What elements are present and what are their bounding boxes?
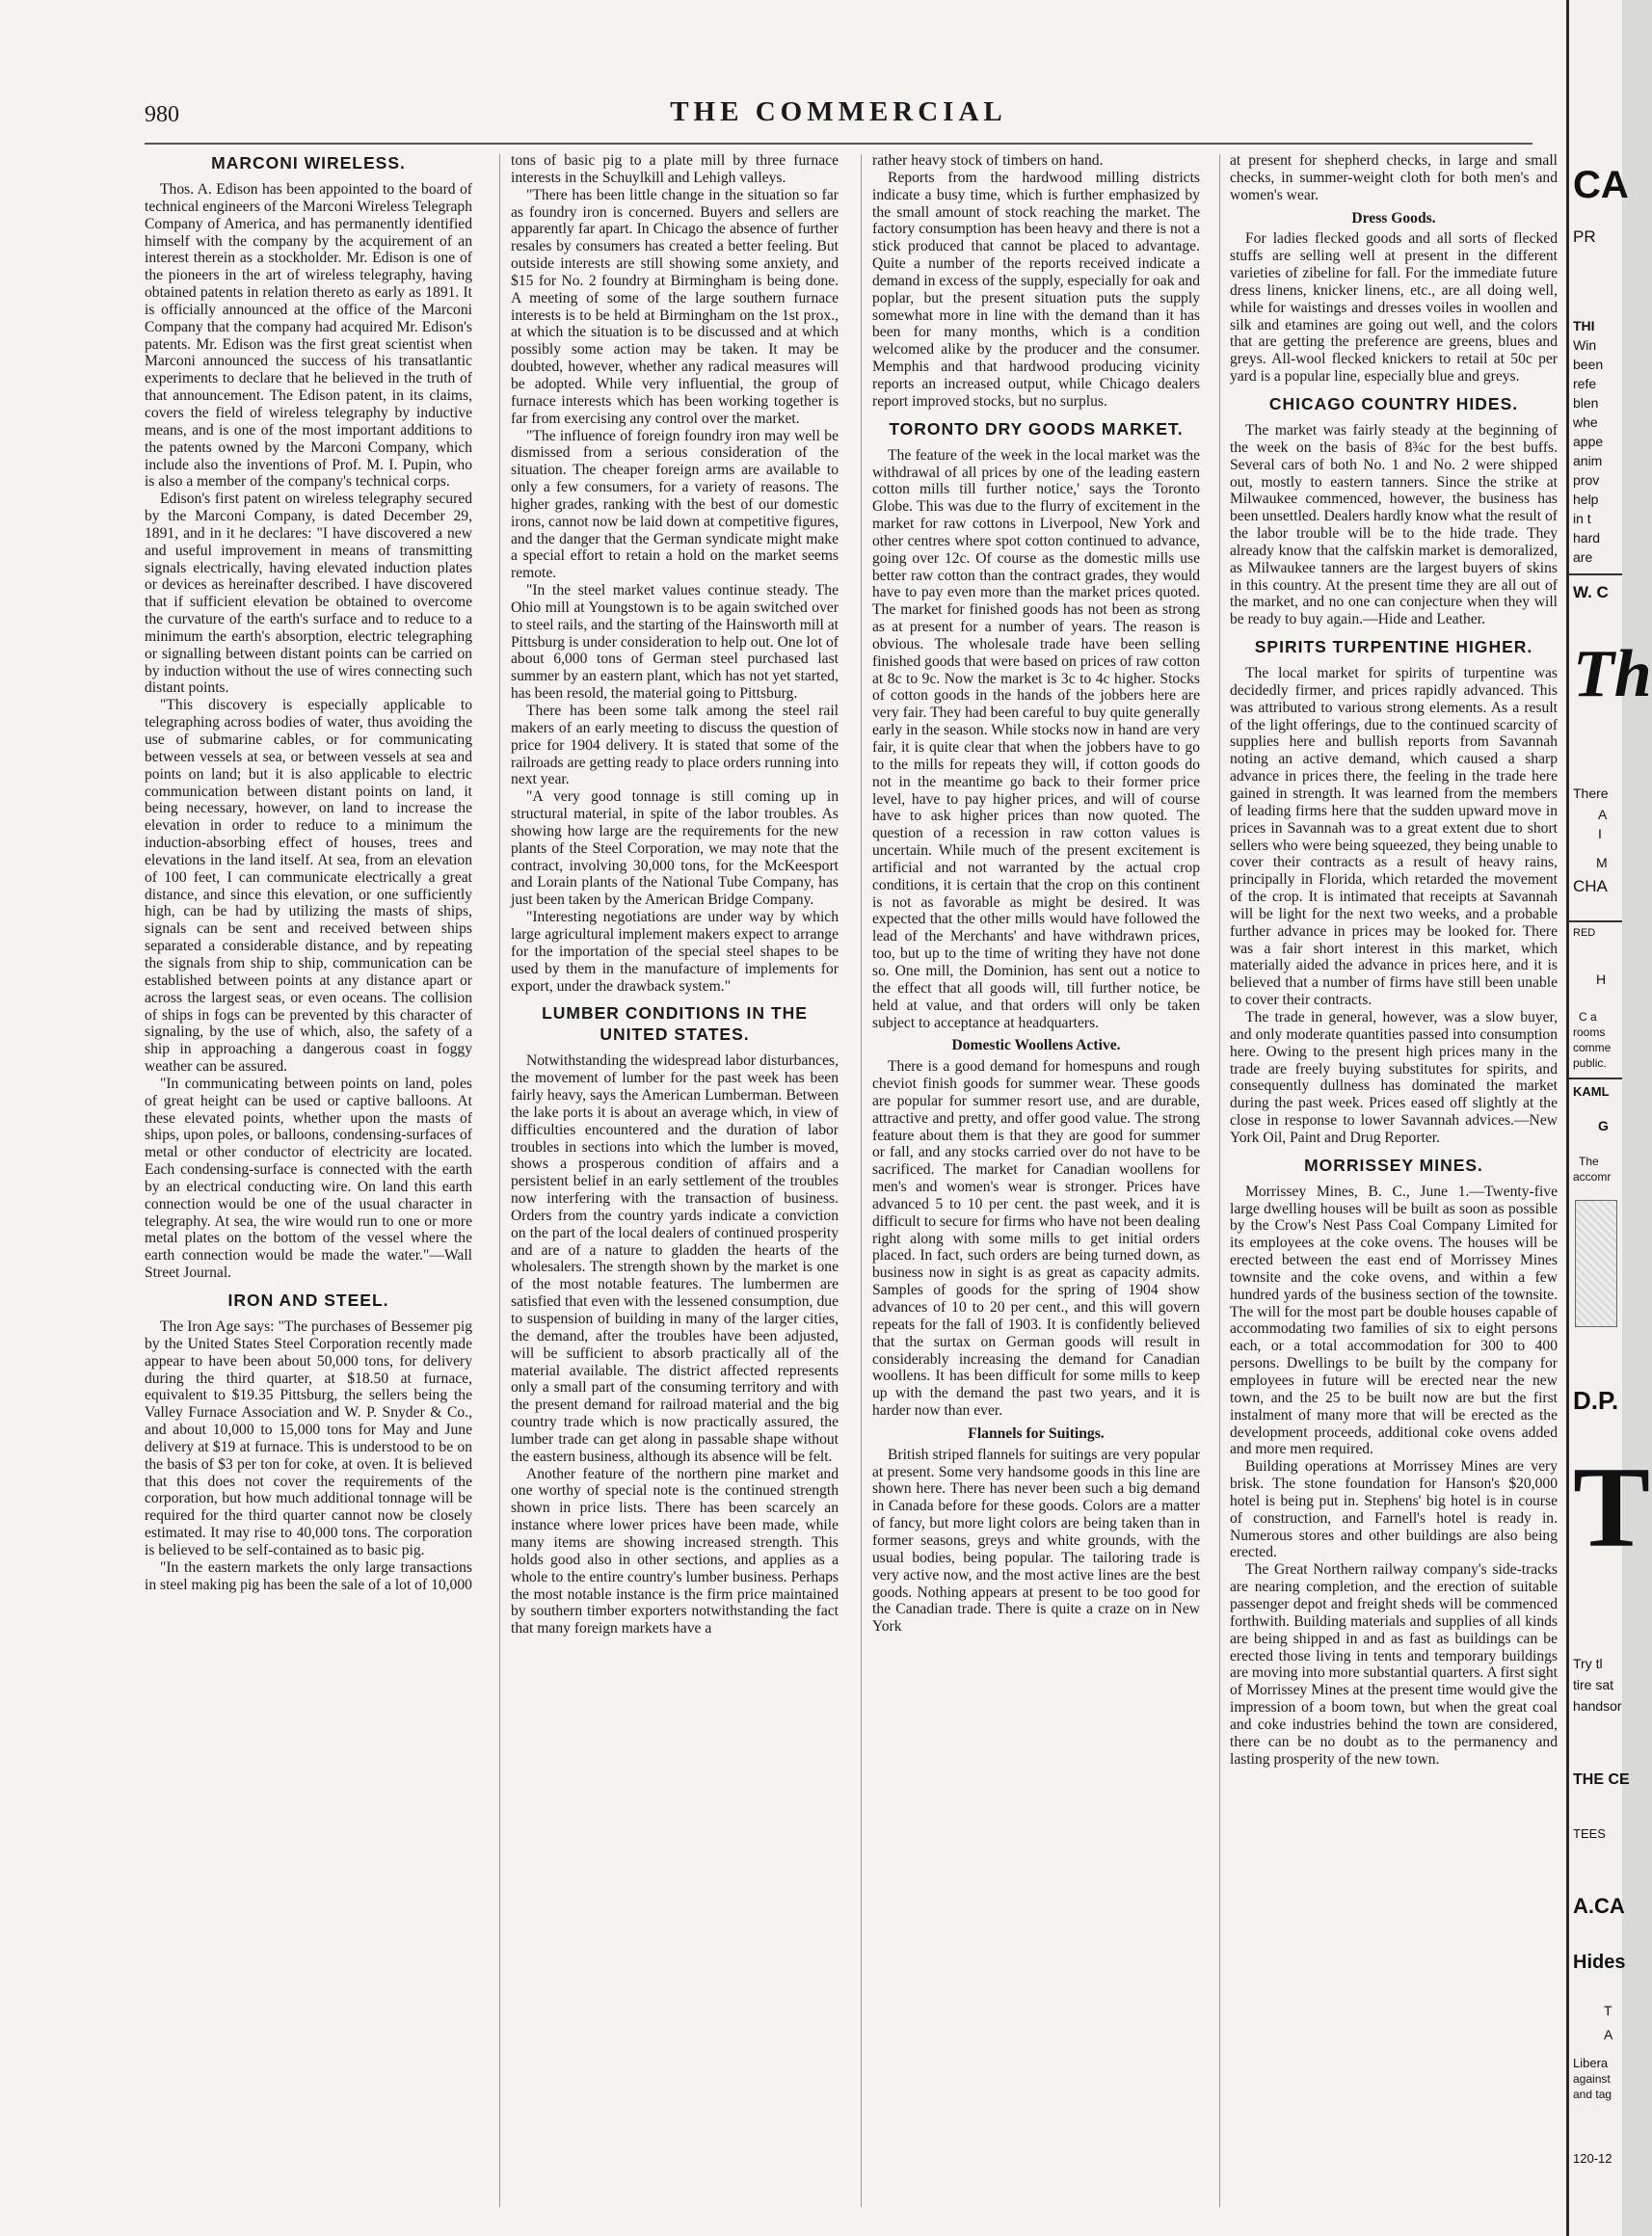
article-paragraph: tons of basic pig to a plate mill by three furnace interests in the Schuylkill and Lehigh valleys. xyxy=(511,152,839,186)
article-paragraph: Building operations at Morrissey Mines are very brisk. The stone foundation for Hanson's $20,000 hotel is being put in. Stephens' big hotel is in course of construction, and Farnell's hotel is ready in. Numerous stores and other buildings are also being erected. xyxy=(1230,1458,1558,1561)
article-heading-iron: IRON AND STEEL. xyxy=(227,1291,389,1310)
column-divider xyxy=(1219,154,1220,2207)
article-paragraph: Reports from the hardwood milling districts indicate a busy time, which is further emphasized by the small amount of stock reaching the market. The factory consumption has been heavy and there is not a stick produced that cannot be placed to advantage. Quite a number of the reports received indicate a demand in excess of the supply, especially for oak and poplar, but the present situation puts the supply somewhat more in line with the demand than it has been for many months, which is a condition welcomed alike by the producer and the consumer. Memphis and that hardwood producing vicinity reports an increased output, while Chicago dealers report improved stocks, but no surplus. xyxy=(872,169,1200,410)
column-divider xyxy=(499,154,500,2207)
article-heading-hides: CHICAGO COUNTRY HIDES. xyxy=(1268,393,1519,413)
ad-illustration xyxy=(1575,1200,1617,1327)
ad-fragment: in t xyxy=(1573,511,1591,526)
article-heading-toronto: TORONTO DRY GOODS MARKET. xyxy=(889,418,1184,439)
ad-fragment: A xyxy=(1604,2027,1613,2042)
ad-fragment: anim xyxy=(1573,453,1603,468)
ad-fragment: prov xyxy=(1573,472,1600,488)
article-paragraph: Another feature of the northern pine market and one worthy of special note is the continued strength shown in price lists. There has been scarcely an instance where lower prices have been made, while many items are showing increased strength. This holds good also in other sections, and applies as a whole to the entire country's lumber business. Perhaps the most notable instance is the firm price maintained by southern timber exporters notwithstanding the fact that many foreign markets have a xyxy=(511,1465,839,1637)
page-header xyxy=(145,96,1532,137)
ad-fragment: blen xyxy=(1573,395,1599,411)
article-paragraph: The Great Northern railway company's side-tracks are nearing completion, and the erection of suitable passenger depot and freight sheds will be commenced forthwith. Building materials and supplies of all kinds are being shipped in and as fast as buildings can be erected those living in tents and temporary buildings are moving into more substantial quarters. A first sight of Morrissey Mines at the present time would give the impression of a boom town, but when the great coal and coke industries behind the town are considered, there can be no doubt as to the permanency and lasting prosperity of the new town. xyxy=(1230,1561,1558,1768)
ad-fragment: comme xyxy=(1573,1041,1612,1054)
ad-divider xyxy=(1569,573,1622,575)
ad-fragment: W. C xyxy=(1573,583,1609,601)
article-paragraph: "There has been little change in the situation so far as foundry iron is concerned. Buyers and sellers are apparently far apart. In Chicago the absence of further resales by consumers has created a better feeling. But outside interests are still showing some anxiety, and $15 for No. 2 foundry at Birmingham is being done. A meeting of some of the large southern furnace interests is to be held at Birmingham on the 1st prox., at which the situation is to be discussed and at which possibly some action may be taken. It may be doubted, however, whether any radical measures will be adopted. While very influential, the group of furnace interests which has been working together is far from exercising any control over the market. xyxy=(511,186,839,427)
article-paragraph: "In the eastern markets the only large transactions in steel making pig has been the sale of a lot of 10,000 xyxy=(145,1558,472,1593)
ad-fragment: Hides xyxy=(1573,1952,1626,1973)
ad-fragment: THE CE xyxy=(1573,1771,1630,1788)
article-paragraph: The feature of the week in the local market was the withdrawal of all prices by one of the leading eastern cotton mills till further notice,' says the Toronto Globe. This was due to the flurry of excitement in the market for raw cottons in Liverpool, New York and other centres where spot cotton continued to advance, going over 12c. Of course as the domestic mills use better raw cotton than the contract grades, they would have to pay even more than the market prices quoted. The market for finished goods has not been as strong as at present for a number of years. The reason is obvious. The wholesale trade have been selling finished goods that were based on prices of raw cotton at 8c to 9c. Now the market is 3c to 4c higher. Stocks of cotton goods in the hands of the jobbers here are very fair. They had been careful to buy quite generally early in the season. While stocks now in hand are very fair, it is quite clear that when the jobbers have to go to the mills for repeats they will, if cotton goods do not in the meantime go back to their former price level, have to pay higher prices, and will of course have to ask higher prices than now quoted. The question of a recession in raw cotton values is uncertain. While much of the present excitement is artificial and not warranted by the actual crop conditions, it is certain that the crop on this continent is not as favorable as might be desired. It was expected that the other mills would have followed the lead of the Merchants' and have withdrawn prices, too, but up to the time of writing they have not done so. One mill, the Dominion, has sent out a notice to the effect that all goods will, till further notice, be held at value, and that orders will only be taken subject to acceptance at headquarters. xyxy=(872,446,1200,1031)
article-paragraph: Notwithstanding the widespread labor disturbances, the movement of lumber for the past week has been fairly heavy, says the American Lumberman. Between the lake ports it is about an average which, in view of difficulties encountered and the duration of labor troubles in sections into which the lumber is moved, shows a prosperous condition of affairs and a persistent belief in an early settlement of the troubles now interfering with the transaction of business. Orders from the country yards indicate a conviction on the part of the local dealers of continued prosperity and are of a nature to gladden the hearts of the wholesalers. The strength shown by the market is one of the most notable features. The lumbermen are satisfied that even with the lessened consumption, due to suspension of building in many of the larger cities, the demand, after the troubles have been adjusted, will be sufficient to absorb practically all of the material available. The district affected represents only a small part of the consuming territory and with the present demand for railroad material and the big country trade which is now practically assured, the lumber trade can get along in passable shape without the eastern business, although its absence will be felt. xyxy=(511,1052,839,1465)
ad-fragment: PR xyxy=(1573,227,1596,246)
column-3 xyxy=(872,152,1200,2215)
ad-fragment: KAML xyxy=(1573,1084,1610,1099)
column-4 xyxy=(1230,152,1558,2215)
ad-fragment: tire sat xyxy=(1573,1677,1614,1692)
ad-fragment: C a xyxy=(1579,1010,1597,1024)
header-rule xyxy=(145,143,1532,145)
article-paragraph: Thos. A. Edison has been appointed to the board of technical engineers of the Marconi Wireless Telegraph Company of America, and has permanently identified himself with the company by the acquirement of an interest therein as a stockholder. Mr. Edison is one of the pioneers in the art of wireless telegraphy, having obtained patents in relation thereto as early as 1891. It is officially announced at the office of the Marconi Company that the company had acquired Mr. Edison's patents. Mr. Edison was the first great scientist when Marconi announced the success of his transatlantic experiments to declare that he believed in the truth of that announcement. The Edison patent, in its claims, covers the field of wireless telegraphy by inductive means, and is one of the most important additions to the patents owned by the Marconi Company, which include also the inventions of Prof. M. I. Pupin, who is also a member of the company's technical corps. xyxy=(145,181,472,491)
ad-fragment: A.CA xyxy=(1573,1894,1625,1918)
ad-fragment: accomr xyxy=(1573,1170,1612,1184)
article-paragraph: The Iron Age says: "The purchases of Bessemer pig by the United States Steel Corporation recently made appear to have been about 50,000 tons, for delivery during the third quarter, at $18.50 at furnace, equivalent to $19.35 Pittsburg, the sellers being the Valley Furnace Association and W. P. Snyder & Co., and about 10,000 to 15,000 tons for May and June delivery at $19 at furnace. This is understood to be on the basis of $3 per ton for coke, at oven. It is believed that this does not cover the requirements of the corporation, but how much additional tonnage will be required for the third quarter cannot now be closely estimated. It may rise to 40,000 tons. The corporation is believed to be self-contained as to basic pig. xyxy=(145,1318,472,1558)
ad-divider xyxy=(1569,920,1622,922)
article-heading-marconi: MARCONI WIRELESS. xyxy=(211,153,406,173)
article-heading-spirits: SPIRITS TURPENTINE HIGHER. xyxy=(1254,637,1533,657)
ad-fragment: TEES xyxy=(1573,1826,1606,1841)
subheading-woollens: Domestic Woollens Active. xyxy=(951,1037,1121,1054)
ad-fragment: 120-12 xyxy=(1573,2151,1612,2166)
ad-fragment: public. xyxy=(1573,1056,1607,1070)
article-heading-lumber: LUMBER CONDITIONS IN THE UNITED STATES. xyxy=(542,1003,808,1045)
article-paragraph: "The influence of foreign foundry iron may well be dismissed from a serious consideration of the situation. The cheaper foreign arms are available to only a few consumers, for a variety of reasons. The higher grades, ranking with the best of our domestic irons, cannot now be laid down at competitive figures, and the danger that the German syndicate might make a special effort to retain a hold on the market seems remote. xyxy=(511,427,839,582)
ad-fragment: D.P. xyxy=(1573,1386,1619,1415)
article-paragraph: "This discovery is especially applicable to telegraphing across bodies of water, thus avoiding the use of submarine cables, or for communicating between vessels at sea, or between vessels at sea and points on land; but it is also applicable to electric communication between distant points on land, it being necessary, however, on land to increase the elevation in order to reduce to a minimum the induction-absorbing effect of houses, trees and elevations in the land itself. At sea, from an elevation of 100 feet, I can communicate electrically a great distance, and since this elevation, or one sufficiently high, can be had by utilizing the masts of ships, signals can be sent and received between ships separated a considerable distance, and by repeating the signals from ship to ship, communication can be established between points at any distance apart or across the largest seas, or even oceans. The collision of ships in fogs can be prevented by this character of signaling, by the use of which, also, the safety of a ship in approaching a dangerous coast in foggy weather can be assured. xyxy=(145,697,472,1076)
adjacent-page-strip xyxy=(1566,0,1652,2236)
ad-fragment: rooms xyxy=(1573,1025,1606,1039)
page-number: 980 xyxy=(145,102,179,127)
article-heading-morrissey: MORRISSEY MINES. xyxy=(1304,1155,1483,1175)
ad-fragment: and tag xyxy=(1573,2088,1612,2101)
article-paragraph: For ladies flecked goods and all sorts of flecked stuffs are selling well at present in the different varieties of zibeline for fall. For the immediate future dress linens, knicker linens, etc., are all doing well, while for waistings and dresses voiles in woollen and silk and etamines are going out well, and the colors that are getting the preference are greens, blues and greys. All-wool flecked knickers to retail at 50c per yard is a popular line, especially blue and greys. xyxy=(1230,230,1558,386)
ad-fragment: appe xyxy=(1573,434,1604,449)
ad-fragment: CA xyxy=(1573,164,1629,206)
ad-fragment: I xyxy=(1598,826,1602,841)
column-divider xyxy=(861,154,862,2207)
ad-fragment: help xyxy=(1573,492,1599,507)
masthead: THE COMMERCIAL xyxy=(670,96,1007,127)
article-paragraph: British striped flannels for suitings are very popular at present. Some very handsome goods in this line are shown here. There has never been such a big demand in Canada before for these goods. Colors are a matter of fancy, but more light colors are being taken than in former seasons, greys and white grounds, with the usual bodies, being popular. The tailoring trade is very active now, and the most active lines are the best goods. Nothing appears at present to be too good for the Canadian trade. There is quite a craze on in New York xyxy=(872,1446,1200,1636)
article-paragraph: The local market for spirits of turpentine was decidedly firmer, and prices rapidly advanced. This was attributed to various strong elements. As a result of the light offerings, due to the continued scarcity of supplies here and bullish reports from Savannah noting an active demand, which caused a sharp advance in prices there, the feeling in the trade here gained in strength. It was learned from the members of leading firms here that the sudden upward move in prices in Savannah was to a great extent due to short sellers who were being squeezed, they being unable to cover their contracts as a result of heavy rains, principally in Florida, which retarded the movement of the crop. It is intimated that receipts at Savannah will be light for the next two weeks, and a probable further advance in prices may be looked for. There was a fair short interest in this market, which materially aided the advance in prices here, and it is believed that a number of firms have still been unable to cover their contracts. xyxy=(1230,665,1558,1009)
ad-fragment: been xyxy=(1573,357,1604,372)
ad-fragment: handsor xyxy=(1573,1698,1622,1714)
article-paragraph: "A very good tonnage is still coming up in structural material, in spite of the labor troubles. As showing how large are the requirements for the new plants of the Steel Corporation, we may note that the contract, involving 30,000 tons, for the McKeesport and Lorain plants of the National Tube Company, has just been taken by the American Bridge Company. xyxy=(511,788,839,909)
ad-fragment: A xyxy=(1598,807,1608,822)
ad-fragment: T xyxy=(1604,2003,1612,2018)
ad-fragment: G xyxy=(1598,1118,1609,1133)
article-paragraph: There is a good demand for homespuns and rough cheviot finish goods for summer wear. These goods are popular for summer resort use, and are durable, attractive and pretty, and offer good value. The strong feature about them is that they are good for summer or fall, and any stocks carried over do not have to be sacrificed. The market for Canadian woollens for men's and women's wear is stronger. Prices have advanced 5 to 10 per cent. the past week, and it is difficult to secure for firms who have not been dealing right along with some mills to get initial orders placed. In fact, such orders are being turned down, as business now in sight is as great as capacity admits. Samples of goods for the spring of 1904 show advances of 10 to 20 per cent., and this will govern repeats for the fall of 1903. It is confidently believed that the surtax on German goods will result in considerably increasing the demand for Canadian woollens. It has been difficult for some mills to keep up with the demand the past two years, and it is harder now than ever. xyxy=(872,1058,1200,1420)
ad-fragment: whe xyxy=(1573,414,1598,430)
article-paragraph: "In communicating between points on land, poles of great height can be used or captive balloons. At these elevated points, whether upon the masts of ships, upon poles, or balloons, condensing-surfaces of metal or other conductor of electricity are located. Each condensing-surface is connected with the earth by an electrical conducting wire. On land this earth connection would be one of the usual character in telegraphy. At sea, the wire would run to one or more metal plates on the bottom of the vessel where the earth connection would be made the water."—Wall Street Journal. xyxy=(145,1075,472,1282)
article-paragraph: "In the steel market values continue steady. The Ohio mill at Youngstown is to be again switched over to steel rails, and the starting of the Hainsworth mill at Pittsburg is under consideration to help out. One lot of about 6,000 tons of German steel purchased last summer by an eastern plant, which has not yet started, has been resold, the material going to Pittsburg. xyxy=(511,582,839,703)
ad-fragment: THI xyxy=(1573,318,1595,333)
ad-fragment: hard xyxy=(1573,530,1601,546)
ad-divider xyxy=(1569,1078,1622,1079)
article-paragraph: The trade in general, however, was a slow buyer, and only moderate quantities passed into consumption here. Owing to the present high prices many in the trade are freely buying substitutes for spirits, and consequently dullness has dominated the market during the past week. Prices eased off slightly at the close in response to lower Savannah advices.—New York Oil, Paint and Drug Reporter. xyxy=(1230,1008,1558,1146)
ad-fragment: M xyxy=(1596,855,1608,870)
ad-fragment: CHA xyxy=(1573,877,1608,895)
ad-fragment: The xyxy=(1579,1155,1599,1168)
ad-fragment: refe xyxy=(1573,376,1597,391)
ad-fragment: Try tl xyxy=(1573,1656,1603,1671)
article-paragraph: at present for shepherd checks, in large and small checks, in summer-weight cloth for both men's and women's wear. xyxy=(1230,152,1558,203)
ad-fragment: are xyxy=(1573,549,1593,565)
ad-fragment: Th xyxy=(1573,637,1652,711)
article-paragraph: Edison's first patent on wireless telegraphy secured by the Marconi Company, is dated December 29, 1891, and in it he declares: "I have discovered a new and useful improvement in means of transmitting signals electrically, having elevated induction plates or devices as hereinafter described. I have discovered that if sufficient elevation be obtained to overcome the curvature of the earth's surface and to reduce to a minimum the earth's absorption, electric telegraphing or signalling between distant points can be carried on by induction without the use of wires connecting such distant points. xyxy=(145,491,472,697)
article-paragraph: "Interesting negotiations are under way by which large agricultural implement makers expect to arrange for the importation of the special steel shapes to be used by them in the manufacture of implements for export, under the drawback system." xyxy=(511,909,839,995)
article-paragraph: rather heavy stock of timbers on hand. xyxy=(872,152,1104,169)
ad-fragment: Win xyxy=(1573,337,1597,353)
article-paragraph: There has been some talk among the steel rail makers of an early meeting to discuss the question of price for 1904 delivery. It is stated that some of the railroads are getting ready to place orders running into next year. xyxy=(511,703,839,788)
subheading-dress-goods: Dress Goods. xyxy=(1351,209,1436,226)
ad-fragment: H xyxy=(1596,972,1607,987)
column-2 xyxy=(511,152,839,2215)
ad-fragment: T xyxy=(1573,1443,1651,1571)
article-paragraph: Morrissey Mines, B. C., June 1.—Twenty-five large dwelling houses will be built as soon as possible by the Crow's Nest Pass Coal Company Limited for its employees at the coke ovens. The houses will be erected between the east end of Morrissey Mines townsite and the coke ovens, and within a few hundred yards of the business section of the townsite. The will for the most part be double houses capable of accommodating two families of six to eight persons each, or a total accommodation for 300 to 400 persons. Dwellings to be built by the company for employees in future will be erected near the new town, and the 25 to be built now are but the first instalment of many more that will be erected as the development proceeds, additional coke ovens added and more men required. xyxy=(1230,1183,1558,1458)
ad-fragment: Libera xyxy=(1573,2056,1609,2070)
ad-fragment: There xyxy=(1573,785,1609,801)
subheading-flannels: Flannels for Suitings. xyxy=(968,1424,1105,1442)
column-1 xyxy=(145,152,472,2215)
ad-fragment: RED xyxy=(1573,927,1596,939)
article-paragraph: The market was fairly steady at the beginning of the week on the basis of 8¾c for the best buffs. Several cars of both No. 1 and No. 2 were shipped out, mostly to eastern tanners. Since the strike at Milwaukee commenced, however, the business has been unsettled. Dealers hardly know what the result of the labor trouble will be to the hide trade. They already know that the calfskin market is demoralized, as Milwaukee tanners are the largest buyers of skins in this country. At the present time they are all out of the market, and no one can conjecture when they will be ready to buy again.—Hide and Leather. xyxy=(1230,421,1558,628)
ad-fragment: against xyxy=(1573,2072,1611,2086)
